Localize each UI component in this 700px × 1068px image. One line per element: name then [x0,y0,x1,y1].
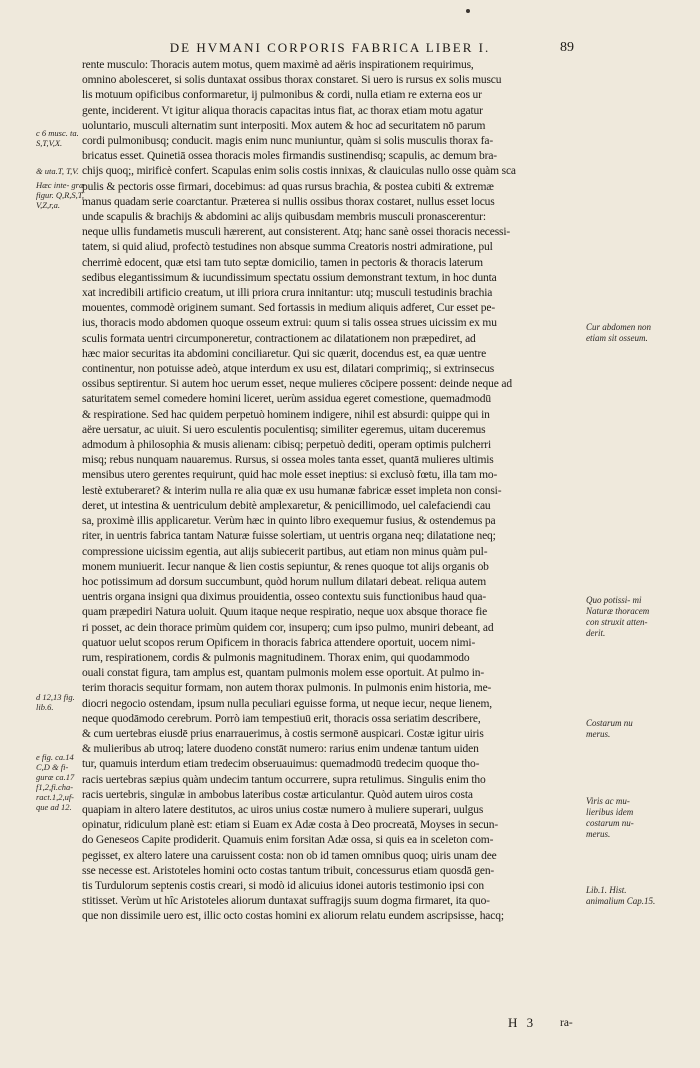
text-line: tis Turdulorum septenis costis creari, si modò id alicuius idonei autoris testimonio ipsi con [82,879,484,892]
text-line: terim thoracis sequitur formam, non autem thorax pulmonis. In pulmonis enim historia, me- [82,682,492,695]
text-line: mensibus utero gerentes requirunt, quid hac mole esset ineptius: si exclusò fœtu, illa tam mo- [82,469,498,482]
text-line: stitisset. Verùm ut hîc Aristoteles aliorum duntaxat suffragijs suum dogma firmaret, ita quo- [82,895,490,908]
text-line: quapiam in altero latere destitutos, ac uiros unius costæ numero à muliere superari, uulgus [82,803,484,816]
text-line: cherrimè edocent, quæ etsi tam tuto septæ domicilio, tamen in pectoris & thoracis laterum [82,256,483,269]
text-line: compressione uicissim egentia, aut alijs subiecerit partibus, aut etiam non minus quàm pul- [82,545,488,558]
page-number: 89 [560,40,574,55]
text-line: gente, inciderent. Vt igitur aliqua thoracis capacitas intus fiat, ac thorax etiam motu agatur [82,104,483,117]
text-line: opinatur, ridiculum planè est: etiam si Euam ex Adæ costa à Deo procreatā, Moyses in secun- [82,819,499,832]
margin-note-right: Quo potissi- mi Naturæ thoracem con struxit atten- derit. [586,595,650,638]
text-line: sculis formata uentri circumponeretur, contractionem ac dilatationem non præpediret, ad [82,332,476,345]
text-line: uoluntario, musculi alternatim sunt interpositi. Mox autem & hoc ad securitatem nō parum [82,119,486,132]
text-line: tatem, si quid aliud, profectò testudines non absque summa Creatoris nostri admiratione, pul [82,241,493,254]
text-line: continentur, non potuisse adeò, atque interdum ex usu est, dilatari comprimiq;, si extrinsecus [82,363,495,376]
text-line: aëre uersatur, ac uiuit. Si uero esculentis poculentisq; similiter egeremus, uitam duceremus [82,423,486,436]
text-line: ouali constat figura, tam amplus est, quantam pulmonis molem esse oportuit. At pulmo in- [82,667,485,680]
text-line: mouentes, commodè originem sumant. Sed fortassis in medium aliquis adferet, Cur esset pe- [82,302,496,315]
text-line: quam præpediri Natura uoluit. Quum itaque neque respiratio, neque uox absque thorace fie [82,606,488,619]
margin-note-right: Costarum nu merus. [586,718,633,739]
text-line: riter, in uentris fabrica tantam Naturæ fuisse solertiam, ut uentris organa neq; dilatatione neq; [82,530,496,543]
text-line: lestè extuberaret? & interim nulla re alia quæ ex usu humanæ fabricæ esset impleta non consi- [82,484,502,497]
text-line: neque ullis fundametis musculi hærerent, aut consisterent. Atq; hanc sanè ossei thoracis necessi- [82,226,511,239]
text-line: monem muniuerit. Iecur nanque & lien costis sepiuntur, & renes quoque tot alijs organis ob [82,560,489,573]
text-line: uentris organa insigni qua diximus prouidentia, osseo contextu suis functionibus haud qua- [82,591,487,604]
text-line: lis motuum opificibus conformaretur, ij pulmonibus & cordi, nulla etiam re externa eos ur [82,89,482,102]
text-line: racis uertebris, singulæ in ambobus lateribus costæ articulantur. Quòd autem uiros costa [82,788,473,801]
margin-note-right: Cur abdomen non etiam sit osseum. [586,322,651,343]
text-line: sa, proximè illis applicaretur. Verùm hæc in quinto libro exequemur fusius, & ostendemus pa [82,515,496,528]
margin-note-left: Hæc inte- græ figur. Q,R,S,T, V,Z,r,a. [36,180,85,210]
text-line: do Geneseos Capite prodiderit. Quamuis enim forsitan Adæ ossa, si quis ea in sceleton com- [82,834,494,847]
text-line: & respiratione. Sed hac quidem perpetuò hominem indigere, nihil est absurdi: quippe qui in [82,408,490,421]
text-line: racis uertebras sæpius quàm undecim tantum occurrere, supra retulimus. Singulis enim tho [82,773,486,786]
margin-note-right: Viris ac mu- lieribus idem costarum nu- merus. [586,796,634,839]
text-line: sse necesse est. Aristoteles homini octo costas tantum tribuit, concessurus etiam quosdā gen- [82,864,495,877]
text-line: hæc maior securitas ita abdomini conciliaretur. Qui sic quærit, docendus est, ea quæ uentre [82,347,487,360]
text-line: neque quodāmodo cerebrum. Porrò iam tempestiuū erit, thoracis ossa seriatim describere, [82,712,481,725]
text-line: rente musculo: Thoracis autem motus, quem maximè ad aëris inspirationem requirimus, [82,59,474,71]
text-line: misq; rebus nunquam nauaremus. Rursus, si ossea moles tanta esset, quantā mulieres ultimis [82,454,494,467]
text-line: pegisset, ex altero latere una caruissent costa: non ob id tamen omnibus quoq; uiris unam dee [82,849,497,862]
text-line: & cum uertebras eiusdē prius enarrauerimus, à costis sermonē auspicari. Costæ igitur uiris [82,727,484,740]
text-line: quatuor uelut scopos rerum Opificem in thoracis fabrica attendere oportuit, uocem nimi- [82,636,476,649]
margin-note-right: Lib.1. Hist. animalium Cap.15. [586,885,656,906]
catchword: ra- [560,1017,573,1029]
text-line: tur, quamuis interdum etiam tredecim obseruauimus: quemadmodū tredecim quoque tho- [82,758,480,771]
text-line: saturitatem semel comedere homini liceret, uerùm assidua egeret comestione, quemadmodū [82,393,491,406]
running-head: DE HVMANI CORPORIS FABRICA LIBER I. [169,40,491,55]
main-text-block [82,58,582,925]
text-line: chijs quoq;, mirificè confert. Scapulas enim solis costis innixas, & clauiculas nullo osse quàm sca [82,165,516,178]
text-line: ius, thoracis modo abdomen quoque osseum extrui: quum si talis ossea strues uicissim ex mu [82,317,497,330]
text-line: xat incredibili artificio creatum, ut illi priora crura innitantur: utq; musculi testudinis brachia [82,287,493,300]
text-line: rum, respirationem, cordis & pulmonis magnitudinem. Thorax enim, qui quodammodo [82,651,470,664]
ink-spot [466,9,470,13]
text-line: que non dissimile uero est, illic octo costas homini ex aliorum relatu eundem ascripsisse, hacq; [82,910,504,923]
text-line: & mulieribus ab utroq; latere duodeno constāt numero: rarius enim undenæ tantum uiden [82,743,479,756]
text-line: unde scapulis & brachijs & abdomini ac alijs quibusdam membris musculi pronascerentur: [82,211,486,224]
text-line: sedibus elegantissimum & iucundissimum spectatu ossium demonstrant textum, in hoc dunta [82,271,497,284]
text-line: deret, ut intestina & uentriculum debitè amplexaretur, & penicillimodo, uel calefaciendi cau [82,499,491,512]
text-line: ri posset, ac dein thorace primùm quidem cor, insuperq; cum ipso pulmo, muniri debeant, ad [82,621,494,634]
text-line: hoc potissimum ad dorsum succumbunt, quòd horum nullum dilatari debeat. reliqua autem [82,575,487,588]
text-line: pulis & pectoris osse firmari, docebimus: ad quas rursus brachia, & postea cubiti & extremæ [82,180,494,193]
margin-note-left: d 12,13 fig. lib.6. [36,692,75,712]
text-line: cordi pulmonibusq; conducit. magis enim nunc muniuntur, quàm si solis musculis thorax fa- [82,135,493,148]
margin-note-left: & uta.T, T,V. [36,166,79,176]
text-line: ossibus septirentur. Si autem hoc uerum esset, neque mulieres cōcipere possent: deinde neque ad [82,378,512,391]
text-line: bricatus esset. Quinetiā ossea thoracis moles firmandis sustinendisq; scapulis, ac demum bra- [82,150,497,163]
text-line: admodum à philosophia & musis alienam: cibisq; perpetuò dediti, operam optimis pulcherri [82,439,492,452]
text-line: omnino abolesceret, si solis duntaxat ossibus thorax constaret. Si uero is rursus ex solis muscu [82,74,502,87]
text-line: diocri negocio ostendam, ipsum nulla peculiari eguisse forma, ut neque iecur, neque lienem, [82,697,492,710]
margin-note-left: e fig. ca.14 C,D & fi- guræ ca.17 f1,2,fi.cha- ract.1,2,uf- que ad 12. [36,752,75,812]
signature-mark: H 3 [508,1015,537,1030]
text-line: manus quadam serie coarctantur. Præterea si nullis ossibus thorax costaret, nullus esset locus [82,195,495,208]
margin-note-left: c 6 musc. ta. S,T,V,X. [36,128,79,148]
